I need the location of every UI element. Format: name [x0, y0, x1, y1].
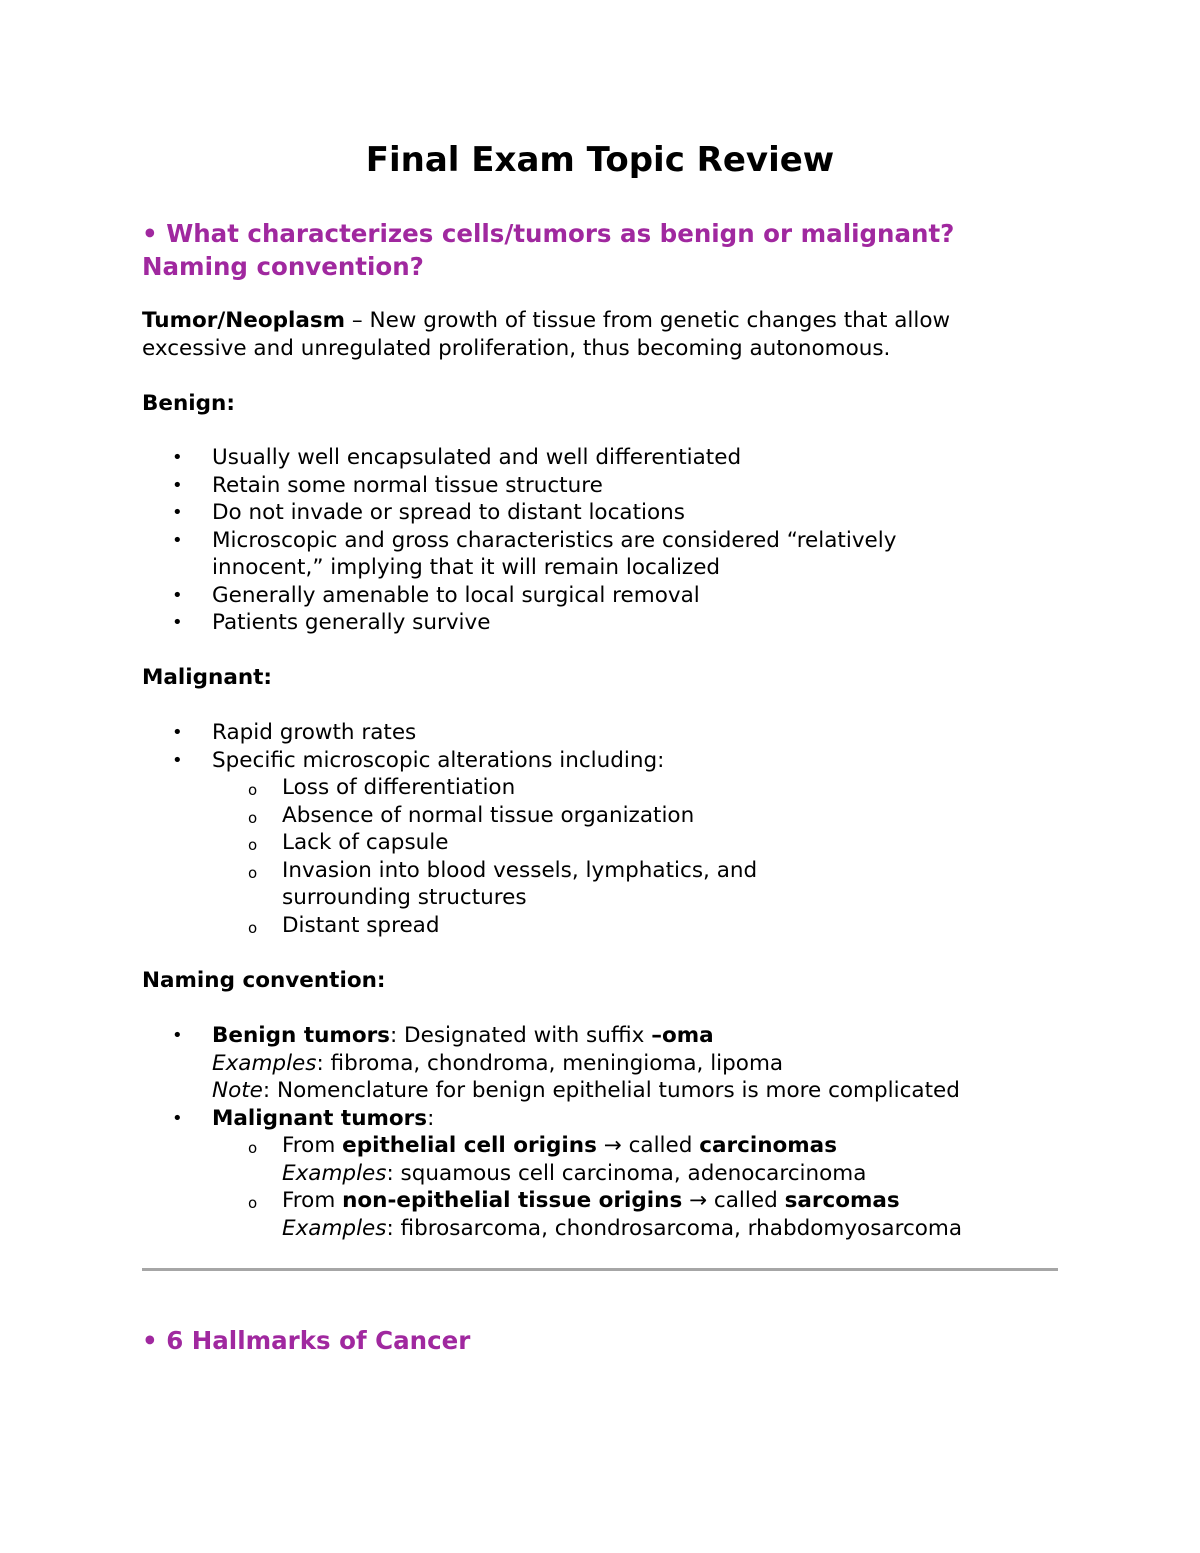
list-item-text: Specific microscopic alterations including: [212, 747, 665, 773]
question-heading-hallmarks: • 6 Hallmarks of Cancer [142, 1326, 471, 1355]
malignant-list [142, 719, 1042, 939]
called-text: → called [596, 1133, 700, 1158]
called-text: → called [682, 1188, 785, 1213]
bullet-icon: • [172, 529, 183, 551]
oma-suffix: –oma [651, 1023, 714, 1048]
malignant-label: Malignant: [142, 665, 273, 690]
question-heading-benign-malignant: • What characterizes cells/tumors as benign or malignant? Naming convention? [142, 219, 955, 281]
malignant-tumors-term: Malignant tumors [212, 1105, 428, 1131]
bullet-icon: • [172, 447, 183, 468]
benign-tumors-term: Benign tumors [212, 1023, 390, 1048]
sublist-item [212, 912, 1042, 940]
list-item-text: Retain some normal tissue structure [212, 472, 603, 498]
bullet-icon: • [172, 584, 183, 606]
sarcomas-term: sarcomas [784, 1188, 900, 1213]
list-item-text: Usually well encapsulated and well differentiated [212, 445, 742, 470]
benign-tumors-text: : Designated with suffix [389, 1023, 652, 1048]
sublist-item [212, 802, 1042, 830]
bullet-icon: • [172, 502, 183, 523]
from-text: From [282, 1133, 343, 1158]
naming-list [142, 1022, 1042, 1242]
bullet-icon: • [172, 612, 183, 633]
examples-label: Examples [282, 1160, 387, 1186]
benign-label: Benign: [142, 391, 235, 416]
examples-label: Examples [282, 1215, 387, 1241]
sublist-item-text: Lack of capsule [282, 830, 449, 855]
epithelial-origin-term: epithelial cell origins [342, 1133, 597, 1158]
circle-bullet-icon: o [248, 863, 258, 882]
circle-bullet-icon: o [248, 918, 258, 937]
bullet-icon: • [172, 1025, 183, 1046]
examples-label: Examples [212, 1050, 317, 1076]
definition-term: Tumor/Neoplasm [142, 308, 346, 333]
list-item-text: Microscopic and gross characteristics are considered “relatively innocent,” implying that it will remain localized [212, 527, 897, 580]
list-item-text: Generally amenable to local surgical removal [212, 582, 700, 608]
list-item [142, 582, 1042, 610]
carcinoma-examples: : squamous cell carcinoma, adenocarcinoma [386, 1160, 867, 1186]
naming-convention-label: Naming convention: [142, 968, 386, 993]
from-text: From [282, 1188, 343, 1213]
sublist-item-text: Distant spread [282, 912, 440, 938]
list-item [142, 747, 1042, 940]
list-item [142, 472, 1042, 500]
sublist-item-text: Invasion into blood vessels, lymphatics, and surrounding structures [282, 857, 758, 910]
malignant-tumors-colon: : [427, 1105, 435, 1131]
sublist-item-text: Absence of normal tissue organization [282, 802, 695, 828]
list-item [142, 609, 1042, 637]
carcinomas-term: carcinomas [699, 1133, 837, 1158]
list-item [142, 719, 1042, 747]
sarcoma-examples: : fibrosarcoma, chondrosarcoma, rhabdomyosarcoma [386, 1215, 963, 1241]
sublist-item [212, 1187, 1042, 1242]
list-item [142, 527, 1042, 582]
malignant-naming-sublist [212, 1132, 1042, 1242]
benign-list [142, 444, 1042, 637]
bullet-icon: • [172, 474, 183, 496]
list-item [142, 1105, 1042, 1243]
list-item-text: Do not invade or spread to distant locations [212, 500, 685, 525]
list-item-text: Patients generally survive [212, 610, 491, 635]
list-item [142, 499, 1042, 527]
benign-examples: : fibroma, chondroma, meningioma, lipoma [316, 1050, 784, 1076]
tumor-definition [142, 307, 1042, 363]
note-label: Note [212, 1078, 263, 1103]
circle-bullet-icon: o [248, 1194, 258, 1212]
circle-bullet-icon: o [248, 808, 258, 827]
bullet-icon: • [172, 1107, 183, 1129]
circle-bullet-icon: o [248, 1139, 258, 1157]
sublist-item [212, 774, 1042, 802]
note-text: : Nomenclature for benign epithelial tumors is more complicated [262, 1078, 960, 1103]
non-epithelial-origin-term: non-epithelial tissue origins [342, 1188, 683, 1213]
circle-bullet-icon: o [248, 781, 258, 799]
malignant-sublist [212, 774, 1042, 939]
sublist-item-text: Loss of differentiation [282, 775, 516, 800]
sublist-item [212, 829, 1042, 857]
circle-bullet-icon: o [248, 836, 258, 854]
bullet-icon: • [172, 749, 183, 771]
sublist-item [212, 857, 1042, 912]
page-title: Final Exam Topic Review [365, 140, 835, 180]
section-divider [142, 1268, 1058, 1271]
list-item-text: Rapid growth rates [212, 720, 417, 745]
definition-text: – New growth of tissue from genetic changes that allow excessive and unregulated proliferation, thus becoming autonomous. [142, 308, 951, 361]
list-item [142, 444, 1042, 472]
sublist-item [212, 1132, 1042, 1187]
list-item [142, 1022, 1042, 1105]
bullet-icon: • [172, 722, 183, 743]
